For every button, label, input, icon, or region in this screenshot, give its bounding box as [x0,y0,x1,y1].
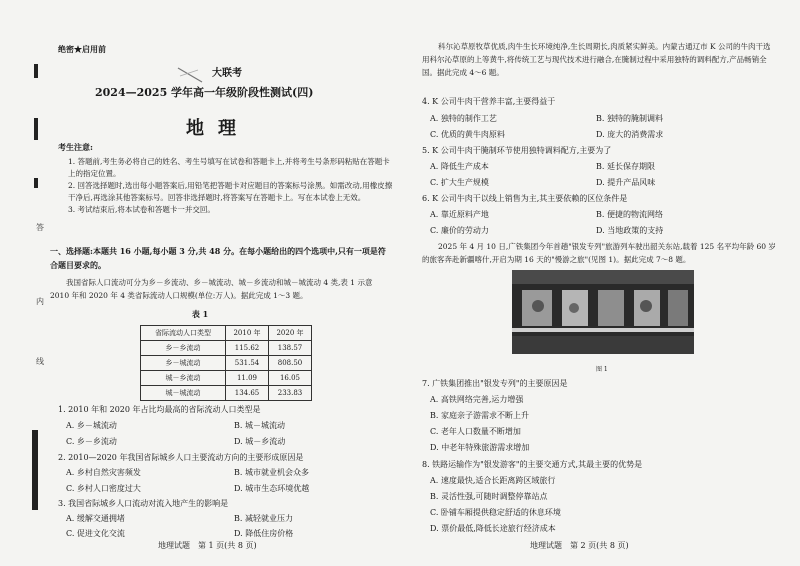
table-cell: 城－城流动 [141,386,226,401]
table-cell: 11.09 [226,371,269,386]
train-photo [512,270,694,354]
question-option: C. 廉价的劳动力 [430,226,489,235]
question-stem: 5. K 公司牛肉干腌制环节使用独特调料配方,主要为了 [422,146,612,155]
question-option: A. 降低生产成本 [430,162,489,171]
table-cell: 乡－乡流动 [141,341,226,356]
table-header: 2020 年 [269,326,312,341]
question-option: D. 降低住房价格 [234,529,294,538]
population-table [140,325,312,401]
binding-mark [34,118,38,140]
table-row [141,341,312,356]
table-cell: 134.65 [226,386,269,401]
question-option: B. 减轻就业压力 [234,514,293,523]
binding-label: 答 [36,223,44,232]
question-stem: 7. 广铁集团推出"银发专列"的主要原因是 [422,379,568,388]
question-option: D. 庞大的消费需求 [596,130,664,139]
question-option: C. 促进文化交流 [66,529,125,538]
question-option: A. 独特的制作工艺 [430,114,497,123]
notes-heading: 考生注意: [58,142,93,152]
table-row [141,356,312,371]
table-caption: 表 1 [191,309,209,319]
note-item: 3. 考试结束后,将本试卷和答题卡一并交回。 [68,205,215,214]
question-option: A. 乡－城流动 [66,421,117,430]
question-option: C. 乡村人口密度过大 [66,484,141,493]
question-option: B. 城－城流动 [234,421,285,430]
watermark-stamp [176,64,204,86]
page-footer: 地理试题 第 1 页(共 8 页) [158,541,257,550]
question-option: A. 高铁网络完善,运力增强 [430,395,524,404]
question-stem: 6. K 公司牛肉干以线上销售为主,其主要依赖的区位条件是 [422,194,628,203]
question-option: D. 城市生态环境优越 [234,484,310,493]
question-stem: 4. K 公司牛肉干营养丰富,主要得益于 [422,97,556,106]
table-cell: 城－乡流动 [141,371,226,386]
question-option: B. 便捷的物流网络 [596,210,663,219]
binding-label: 内 [36,297,44,306]
question-option: D. 中老年特殊旅游需求增加 [430,443,530,452]
secret-mark: 绝密★启用前 [58,44,106,54]
table-cell: 115.62 [226,341,269,356]
material-train: 2025 年 4 月 10 日,广铁集团今年首趟"银发专列"旅游列车驶出韶关东站,载着 125 名平均年龄 60 岁的旅客奔赴新疆喀什,开启为期 16 天的"慢游之旅"(见图 1)。据此完成 7～8 题。 [422,242,776,264]
question-option: D. 提升产品风味 [596,178,656,187]
question-option: C. 老年人口数量不断增加 [430,427,521,436]
binding-label: 线 [36,357,44,366]
question-option: B. 城市就业机会众多 [234,468,309,477]
table-cell: 233.83 [269,386,312,401]
question-option: B. 独特的腌制调料 [596,114,663,123]
exam-page-2 [400,0,800,566]
material-intro: 我国省际人口流动可分为乡－乡流动、乡－城流动、城－乡流动和城－城流动 4 类,表 1 示意 2010 年和 2020 年 4 类省际流动人口规模(单位:万人)。据此完成 1～3 题。 [50,278,373,300]
material-beef: 科尔沁草原牧草优质,肉牛生长环境纯净,生长周期长,肉质紧实鲜美。内蒙古通辽市 K 公司的牛肉干选用科尔沁草原的上等黄牛,将传统工艺与现代技术进行融合,在腌制过程中采用独特的调料配方,产品畅销全国。据此完成 4～6 题。 [422,42,771,77]
question-option: A. 靠近原料产地 [430,210,489,219]
table-cell: 16.05 [269,371,312,386]
question-stem: 2. 2010—2020 年我国省际城乡人口主要流动方向的主要形成原因是 [58,453,304,462]
question-option: D. 城－乡流动 [234,437,286,446]
question-option: B. 家庭亲子游需求不断上升 [430,411,529,420]
table-row [141,371,312,386]
page-footer: 地理试题 第 2 页(共 8 页) [530,541,629,550]
question-option: D. 当地政策的支持 [596,226,664,235]
question-option: B. 延长保存期限 [596,162,655,171]
exam-title: 2024—2025 学年高一年级阶段性测试(四) [95,86,314,99]
table-cell: 乡－城流动 [141,356,226,371]
question-option: A. 速度最快,适合长距离跨区域旅行 [430,476,556,485]
question-option: D. 票价最低,降低长途旅行经济成本 [430,524,556,533]
binding-mark [34,178,38,188]
table-header-row [141,326,312,341]
binding-mark [32,430,38,510]
section-title: 一、选择题:本题共 16 小题,每小题 3 分,共 48 分。在每小题给出的四个选项中,只有一项是符合题目要求的。 [50,246,386,270]
notes-list [58,156,394,216]
table-header: 2010 年 [226,326,269,341]
question-option: A. 缓解交通拥堵 [66,514,125,523]
question-stem: 8. 铁路运输作为"银发游客"的主要交通方式,其最主要的优势是 [422,460,643,469]
question-stem: 1. 2010 年和 2020 年占比均最高的省际流动人口类型是 [58,405,261,414]
table-header: 省际流动人口类型 [141,326,226,341]
subject-title: 地理 [186,118,250,139]
question-option: B. 灵活性强,可随时调整停靠站点 [430,492,548,501]
question-option: C. 优质的黄牛肉原料 [430,130,505,139]
question-option: A. 乡村自然灾害频发 [66,468,141,477]
table-cell: 531.54 [226,356,269,371]
note-item: 2. 回答选择题时,选出每小题答案后,用铅笔把答题卡对应题目的答案标号涂黑。如需改动,用橡皮擦干净后,再选涂其他答案标号。回答非选择题时,将答案写在答题卡上。写在本试卷上无效。 [68,181,393,202]
exam-league: 大联考 [212,68,242,79]
question-option: C. 扩大生产规模 [430,178,489,187]
binding-mark [34,64,38,78]
table-cell: 808.50 [269,356,312,371]
question-option: C. 卧铺车厢提供稳定舒适的休息环境 [430,508,561,517]
note-item: 1. 答题前,考生务必将自己的姓名、考生号填写在试卷和答题卡上,并将考生号条形码粘贴在答题卡上的指定位置。 [68,157,390,178]
question-stem: 3. 我国省际城乡人口流动对流入地产生的影响是 [58,499,229,508]
question-option: C. 乡－乡流动 [66,437,117,446]
binding-strip [0,0,48,566]
figure-caption: 图 1 [596,366,608,373]
table-cell: 138.57 [269,341,312,356]
table-row [141,386,312,401]
